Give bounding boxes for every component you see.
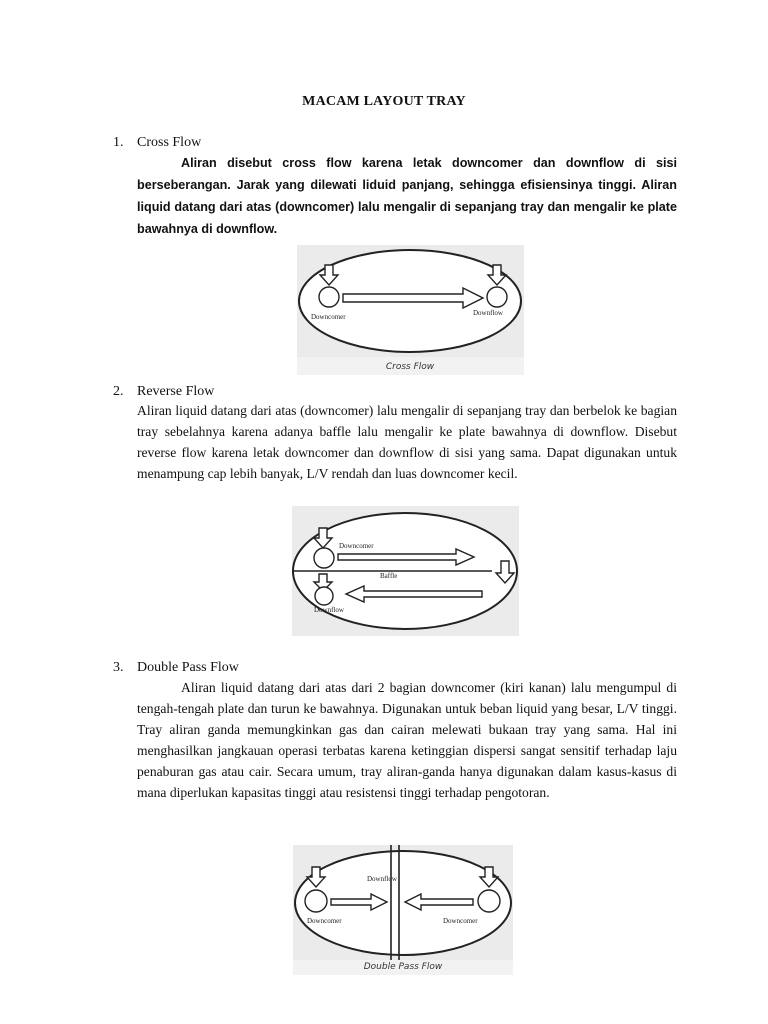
figure-label: Downflow (367, 875, 397, 883)
section-paragraph: Aliran liquid datang dari atas dari 2 bagian downcomer (kiri kanan) lalu mengumpul di tengah-tengah plate dan turun ke bawahnya. Digunakan untuk beban liquid yang besar, L/V tinggi. Tray aliran ganda memungkinkan gas dan cairan melewati bukaan tray yang sama. Hal ini menghasilkan jangkauan operasi terbatas karena ketinggian dispersi sangat sensitif terhadap laju penaburan gas atau cair. Secara umum, tray aliran-ganda hanya digunakan dalam kasus-kasus di mana diperlukan kapasitas tinggi atau resistensi tinggi terhadap pengotoran. (137, 680, 677, 800)
section-number: 3. (113, 660, 124, 675)
figure-caption: Cross Flow (385, 362, 435, 372)
section-heading: Double Pass Flow (137, 660, 239, 675)
figure-caption: Double Pass Flow (363, 962, 443, 972)
reverse-flow-figure (292, 506, 519, 636)
section-heading: Reverse Flow (137, 384, 215, 399)
section-paragraph: Aliran disebut cross flow karena letak downcomer dan downflow di sisi berseberangan. Jarak yang dilewati liduid panjang, sehingga efisiensinya tinggi. Aliran liquid datang dari atas (downcomer) lalu mengalir di sepanjang tray dan mengalir ke plate bawahnya di downflow. (137, 156, 677, 236)
figure-label: Downflow (473, 309, 503, 317)
section-number: 1. (113, 135, 124, 150)
figure-label: Downcomer (443, 917, 478, 925)
figure-label: Downcomer (307, 917, 342, 925)
cross-flow-figure (297, 245, 524, 375)
page-title: MACAM LAYOUT TRAY (302, 94, 466, 109)
section-number: 2. (113, 384, 124, 399)
figure-label: Downcomer (311, 313, 346, 321)
figure-label: Downcomer (339, 542, 374, 550)
figure-label: Baffle (380, 572, 398, 580)
section-heading: Cross Flow (137, 135, 202, 150)
figure-label: Downflow (314, 606, 344, 614)
double-pass-flow-figure (293, 845, 513, 975)
section-paragraph: Aliran liquid datang dari atas (downcomer) lalu mengalir di sepanjang tray dan berbelok ke bagian tray sebelahnya karena adanya baffle lalu mengalir ke plate bawahnya di downflow. Disebut reverse flow karena letak downcomer dan downflow di sisi yang sama. Dapat digunakan untuk menampung cap lebih banyak, L/V rendah dan luas downcomer kecil. (137, 403, 677, 481)
